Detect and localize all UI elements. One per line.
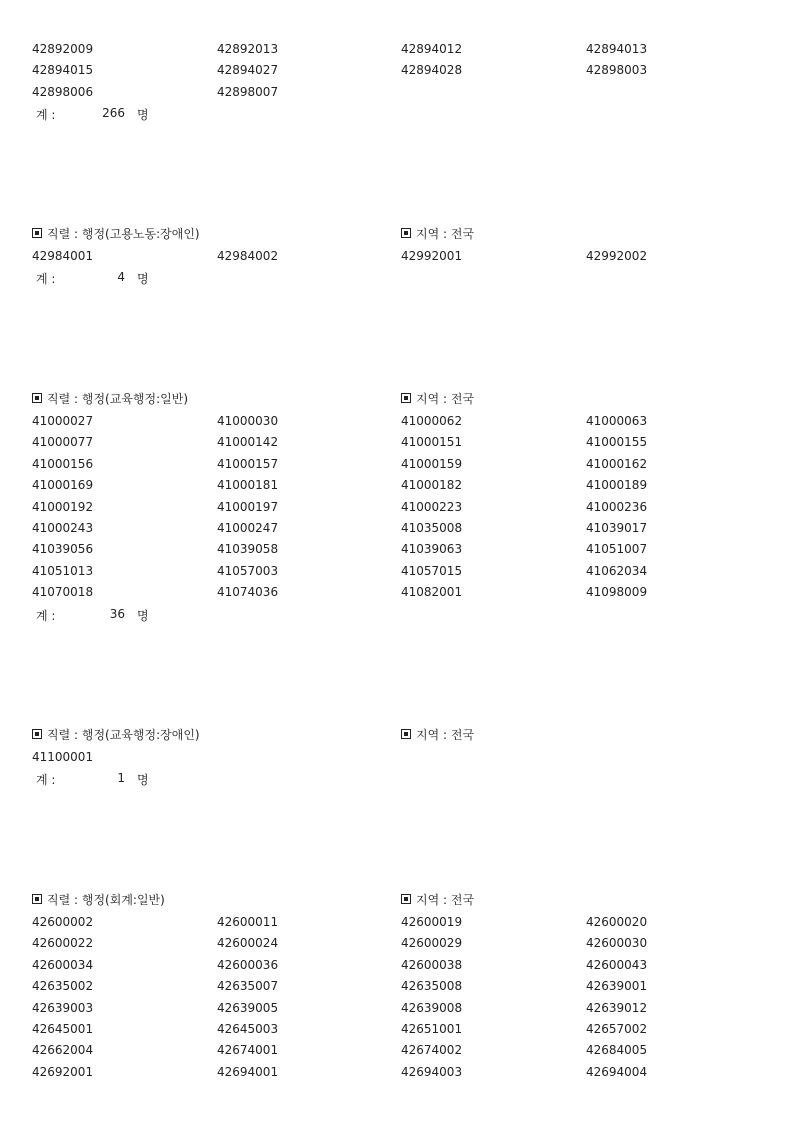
- candidate-number: 42600030: [586, 936, 648, 951]
- candidate-number: 42984001: [32, 249, 94, 263]
- candidate-number: 42984002: [217, 249, 279, 263]
- total-count: 1: [117, 771, 125, 786]
- section-total: [0, 270, 793, 291]
- total-unit: 명: [137, 108, 149, 123]
- region-label: [401, 726, 474, 743]
- candidate-number: 42674001: [217, 1043, 279, 1058]
- candidate-number: 42892013: [217, 42, 279, 56]
- candidate-number: 41000062: [401, 414, 463, 428]
- candidate-number: 42694003: [401, 1064, 463, 1079]
- number-row: [0, 750, 793, 771]
- number-row: [0, 979, 793, 1000]
- number-row: [0, 500, 793, 521]
- candidate-number: 42639008: [401, 1000, 463, 1015]
- square-bullet-icon: [401, 894, 411, 904]
- candidate-number: 41000192: [32, 499, 94, 514]
- square-bullet-icon: [32, 228, 42, 238]
- candidate-number: 42894012: [401, 42, 463, 56]
- candidate-number: 42898003: [586, 63, 648, 78]
- candidate-number: 42635008: [401, 979, 463, 994]
- candidate-number: 41000189: [586, 478, 648, 493]
- total-unit: 명: [137, 608, 149, 623]
- candidate-number: 42657002: [586, 1021, 648, 1036]
- candidate-number: 42662004: [32, 1043, 94, 1058]
- number-row: [0, 1001, 793, 1022]
- region-label: [401, 225, 474, 242]
- total-count: 36: [109, 606, 125, 621]
- number-row: [0, 1022, 793, 1043]
- candidate-number: 41000157: [217, 456, 279, 471]
- section-header: [0, 390, 793, 414]
- candidate-number: 42600022: [32, 936, 94, 951]
- result-section: [0, 726, 793, 792]
- candidate-number: 41039058: [217, 542, 279, 557]
- candidate-number: 42600034: [32, 957, 94, 972]
- number-row: [0, 85, 793, 106]
- candidate-number: 41000236: [586, 499, 648, 514]
- total-count: 4: [117, 270, 125, 285]
- candidate-number: 41000155: [586, 435, 648, 450]
- region-text: 지역 : 전국: [416, 728, 475, 742]
- result-section: [0, 225, 793, 291]
- candidate-number: 42674002: [401, 1043, 463, 1058]
- series-label: [32, 390, 188, 407]
- candidate-number: 42645001: [32, 1021, 94, 1036]
- section-header: [0, 225, 793, 249]
- candidate-number: 42600011: [217, 915, 279, 929]
- candidate-number: 42600024: [217, 936, 279, 951]
- square-bullet-icon: [32, 393, 42, 403]
- result-section: [0, 891, 793, 1086]
- number-row: [0, 936, 793, 957]
- candidate-number: 41000027: [32, 414, 94, 428]
- candidate-number: 41051013: [32, 563, 94, 578]
- candidate-number: 41039017: [586, 520, 648, 535]
- candidate-number: 41039063: [401, 542, 463, 557]
- candidate-number: 42992002: [586, 249, 648, 263]
- candidate-number: 41000169: [32, 478, 94, 493]
- number-row: [0, 521, 793, 542]
- candidate-number: 41074036: [217, 585, 279, 600]
- number-row: [0, 1043, 793, 1064]
- number-row: [0, 414, 793, 435]
- total-label: 계 :: [36, 108, 56, 123]
- total-label: 계 :: [36, 272, 56, 287]
- candidate-number: 41070018: [32, 585, 94, 600]
- number-row: [0, 542, 793, 563]
- candidate-number: 41039056: [32, 542, 94, 557]
- candidate-number: 42639001: [586, 979, 648, 994]
- candidate-number: 41000159: [401, 456, 463, 471]
- number-row: [0, 249, 793, 270]
- number-row: [0, 457, 793, 478]
- candidate-number: 41000181: [217, 478, 279, 493]
- candidate-number: 42600038: [401, 957, 463, 972]
- section-header: [0, 726, 793, 750]
- series-label: [32, 891, 165, 908]
- region-label: [401, 390, 474, 407]
- candidate-number: 42898006: [32, 84, 94, 99]
- candidate-number: 41000030: [217, 414, 279, 428]
- candidate-number: 42894015: [32, 63, 94, 78]
- candidate-number: 42635002: [32, 979, 94, 994]
- section-total: [0, 106, 793, 127]
- square-bullet-icon: [401, 729, 411, 739]
- series-text: 직렬 : 행정(회계:일반): [47, 893, 165, 907]
- candidate-number: 42892009: [32, 42, 94, 56]
- region-text: 지역 : 전국: [416, 392, 475, 406]
- candidate-number: 41062034: [586, 563, 648, 578]
- candidate-number: 41000223: [401, 499, 463, 514]
- candidate-number: 41000182: [401, 478, 463, 493]
- total-count: 266: [102, 106, 125, 121]
- number-row: [0, 564, 793, 585]
- square-bullet-icon: [32, 894, 42, 904]
- number-row: [0, 915, 793, 936]
- candidate-number: 42992001: [401, 249, 463, 263]
- series-text: 직렬 : 행정(교육행정:일반): [47, 392, 188, 406]
- candidate-number: 42651001: [401, 1021, 463, 1036]
- candidate-number: 41000142: [217, 435, 279, 450]
- candidate-number: 41035008: [401, 520, 463, 535]
- candidate-number: 42639003: [32, 1000, 94, 1015]
- candidate-number: 42894013: [586, 42, 648, 56]
- square-bullet-icon: [401, 393, 411, 403]
- candidate-number: 41098009: [586, 585, 648, 600]
- section-total: [0, 607, 793, 628]
- number-row: [0, 42, 793, 63]
- candidate-number: 41057003: [217, 563, 279, 578]
- result-section: [0, 42, 793, 127]
- candidate-number: 42694001: [217, 1064, 279, 1079]
- candidate-number: 41000151: [401, 435, 463, 450]
- candidate-number: 42684005: [586, 1043, 648, 1058]
- region-label: [401, 891, 474, 908]
- number-row: [0, 63, 793, 84]
- series-text: 직렬 : 행정(교육행정:장애인): [47, 728, 200, 742]
- number-row: [0, 435, 793, 456]
- candidate-number: 42600020: [586, 915, 648, 929]
- series-label: [32, 726, 200, 743]
- candidate-number: 42894028: [401, 63, 463, 78]
- square-bullet-icon: [401, 228, 411, 238]
- candidate-number: 41000077: [32, 435, 94, 450]
- candidate-number: 42600036: [217, 957, 279, 972]
- candidate-number: 42645003: [217, 1021, 279, 1036]
- candidate-number: 41000063: [586, 414, 648, 428]
- candidate-number: 41051007: [586, 542, 648, 557]
- candidate-number: 42600029: [401, 936, 463, 951]
- candidate-number: 42635007: [217, 979, 279, 994]
- candidate-number: 41082001: [401, 585, 463, 600]
- candidate-number: 41000156: [32, 456, 94, 471]
- result-section: [0, 390, 793, 628]
- square-bullet-icon: [32, 729, 42, 739]
- candidate-number: 42694004: [586, 1064, 648, 1079]
- candidate-number: 42600019: [401, 915, 463, 929]
- region-text: 지역 : 전국: [416, 227, 475, 241]
- candidate-number: 42639005: [217, 1000, 279, 1015]
- total-unit: 명: [137, 773, 149, 788]
- series-text: 직렬 : 행정(고용노동:장애인): [47, 227, 200, 241]
- candidate-number: 41000243: [32, 520, 94, 535]
- number-row: [0, 958, 793, 979]
- region-text: 지역 : 전국: [416, 893, 475, 907]
- number-row: [0, 585, 793, 606]
- section-header: [0, 891, 793, 915]
- total-label: 계 :: [36, 608, 56, 623]
- candidate-number: 41000197: [217, 499, 279, 514]
- total-unit: 명: [137, 272, 149, 287]
- candidate-number: 42894027: [217, 63, 279, 78]
- total-label: 계 :: [36, 773, 56, 788]
- candidate-number: 41000162: [586, 456, 648, 471]
- candidate-number: 42639012: [586, 1000, 648, 1015]
- candidate-number: 41100001: [32, 750, 94, 764]
- number-row: [0, 1065, 793, 1086]
- number-row: [0, 478, 793, 499]
- series-label: [32, 225, 200, 242]
- section-total: [0, 771, 793, 792]
- candidate-number: 42692001: [32, 1064, 94, 1079]
- candidate-number: 42898007: [217, 84, 279, 99]
- candidate-number: 41057015: [401, 563, 463, 578]
- candidate-number: 42600043: [586, 957, 648, 972]
- candidate-number: 41000247: [217, 520, 279, 535]
- candidate-number: 42600002: [32, 915, 94, 929]
